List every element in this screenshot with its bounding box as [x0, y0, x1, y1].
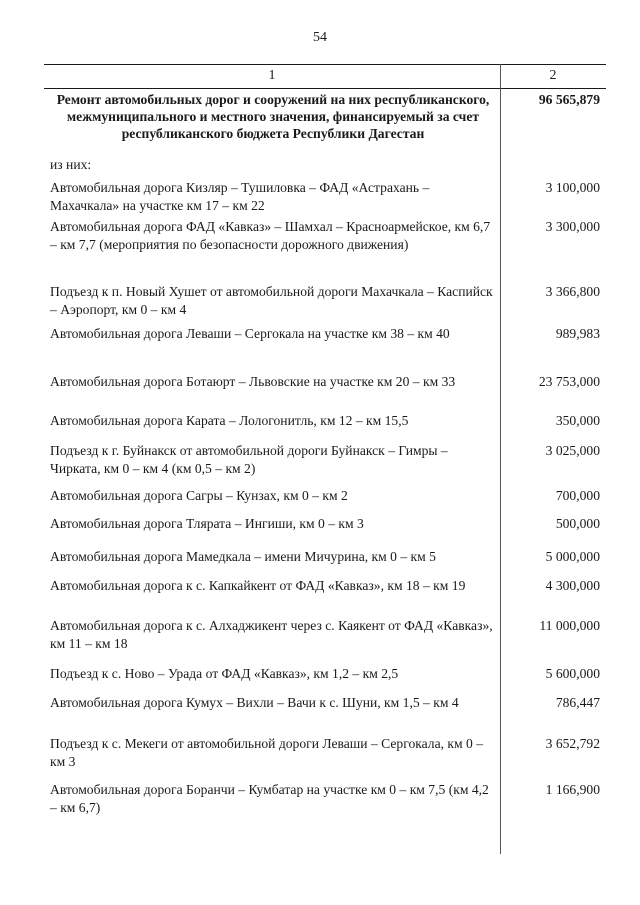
table-row-name: Подъезд к г. Буйнакск от автомобильной дороги Буйнакск – Гимры – Чирката, км 0 – км 4 (км 0,5 – км 2): [50, 443, 448, 476]
table-row-name: Автомобильная дорога к с. Капкайкент от ФАД «Кавказ», км 18 – км 19: [50, 578, 466, 593]
table-row-name: Автомобильная дорога Мамедкала – имени Мичурина, км 0 – км 5: [50, 549, 436, 564]
table-row-name: Автомобильная дорога Ботаюрт – Львовские на участке км 20 – км 33: [50, 374, 456, 389]
table-row-value: 3 100,000: [545, 180, 600, 195]
table-row-name: Автомобильная дорога Боранчи – Кумбатар на участке км 0 – км 7,5 (км 4,2 – км 6,7): [50, 782, 489, 815]
table-row-value: 3 366,800: [545, 284, 600, 299]
table-row-value: 1 166,900: [545, 782, 600, 797]
table-row-value: 700,000: [555, 488, 600, 503]
table-row-name: Автомобильная дорога ФАД «Кавказ» – Шамхал – Красноармейское, км 6,7 – км 7,7 (мероприятия по безопасности дорожного движения): [50, 219, 491, 252]
page-number: 54: [313, 30, 327, 45]
table-row-value: 11 000,000: [539, 618, 600, 633]
table-row-name: Автомобильная дорога Карата – Лологонитль, км 12 – км 15,5: [50, 413, 409, 428]
table-row-name: Автомобильная дорога Сагры – Кунзах, км 0 – км 2: [50, 488, 348, 503]
table-row-value: 500,000: [555, 516, 600, 531]
column-header-2: 2: [549, 68, 557, 83]
section-total: 96 565,879: [538, 92, 600, 107]
table-row-value: 3 300,000: [545, 219, 600, 234]
table-row-name: Автомобильная дорога Леваши – Сергокала на участке км 38 – км 40: [50, 326, 450, 341]
table-row-name: Автомобильная дорога Кумух – Вихли – Вачи к с. Шуни, км 1,5 – км 4: [50, 695, 459, 710]
table-header-rule: [44, 88, 606, 89]
table-row-value: 786,447: [555, 695, 600, 710]
table-row-name: Подъезд к с. Ново – Урада от ФАД «Кавказ», км 1,2 – км 2,5: [50, 666, 399, 681]
table-row-value: 4 300,000: [545, 578, 600, 593]
table-row-value: 5 600,000: [545, 666, 600, 681]
section-title: Ремонт автомобильных дорог и сооружений на них республиканского, межмуниципального и местного значения, финансируемый за счет республиканского бюджета Республики Дагестан: [56, 92, 490, 141]
table-row-value: 5 000,000: [545, 549, 600, 564]
table-row-name: Подъезд к с. Мекеги от автомобильной дороги Леваши – Сергокала, км 0 – км 3: [50, 736, 484, 769]
table-row-value: 3 025,000: [545, 443, 600, 458]
section-subhead: из них:: [50, 157, 92, 172]
table-row-name: Автомобильная дорога Тлярата – Ингиши, км 0 – км 3: [50, 516, 364, 531]
table-row-name: Автомобильная дорога к с. Алхаджикент через с. Каякент от ФАД «Кавказ», км 11 – км 18: [50, 618, 493, 651]
table-top-rule: [44, 64, 606, 65]
table-row-value: 989,983: [555, 326, 600, 341]
table-row-value: 23 753,000: [538, 374, 600, 389]
table-row-name: Подъезд к п. Новый Хушет от автомобильной дороги Махачкала – Каспийск – Аэропорт, км 0 – км 4: [50, 284, 493, 317]
table-row-name: Автомобильная дорога Кизляр – Тушиловка – ФАД «Астрахань – Махачкала» на участке км 17 – км 22: [50, 180, 430, 213]
column-header-1: 1: [268, 68, 276, 83]
table-row-value: 350,000: [555, 413, 600, 428]
table-row-value: 3 652,792: [545, 736, 600, 751]
